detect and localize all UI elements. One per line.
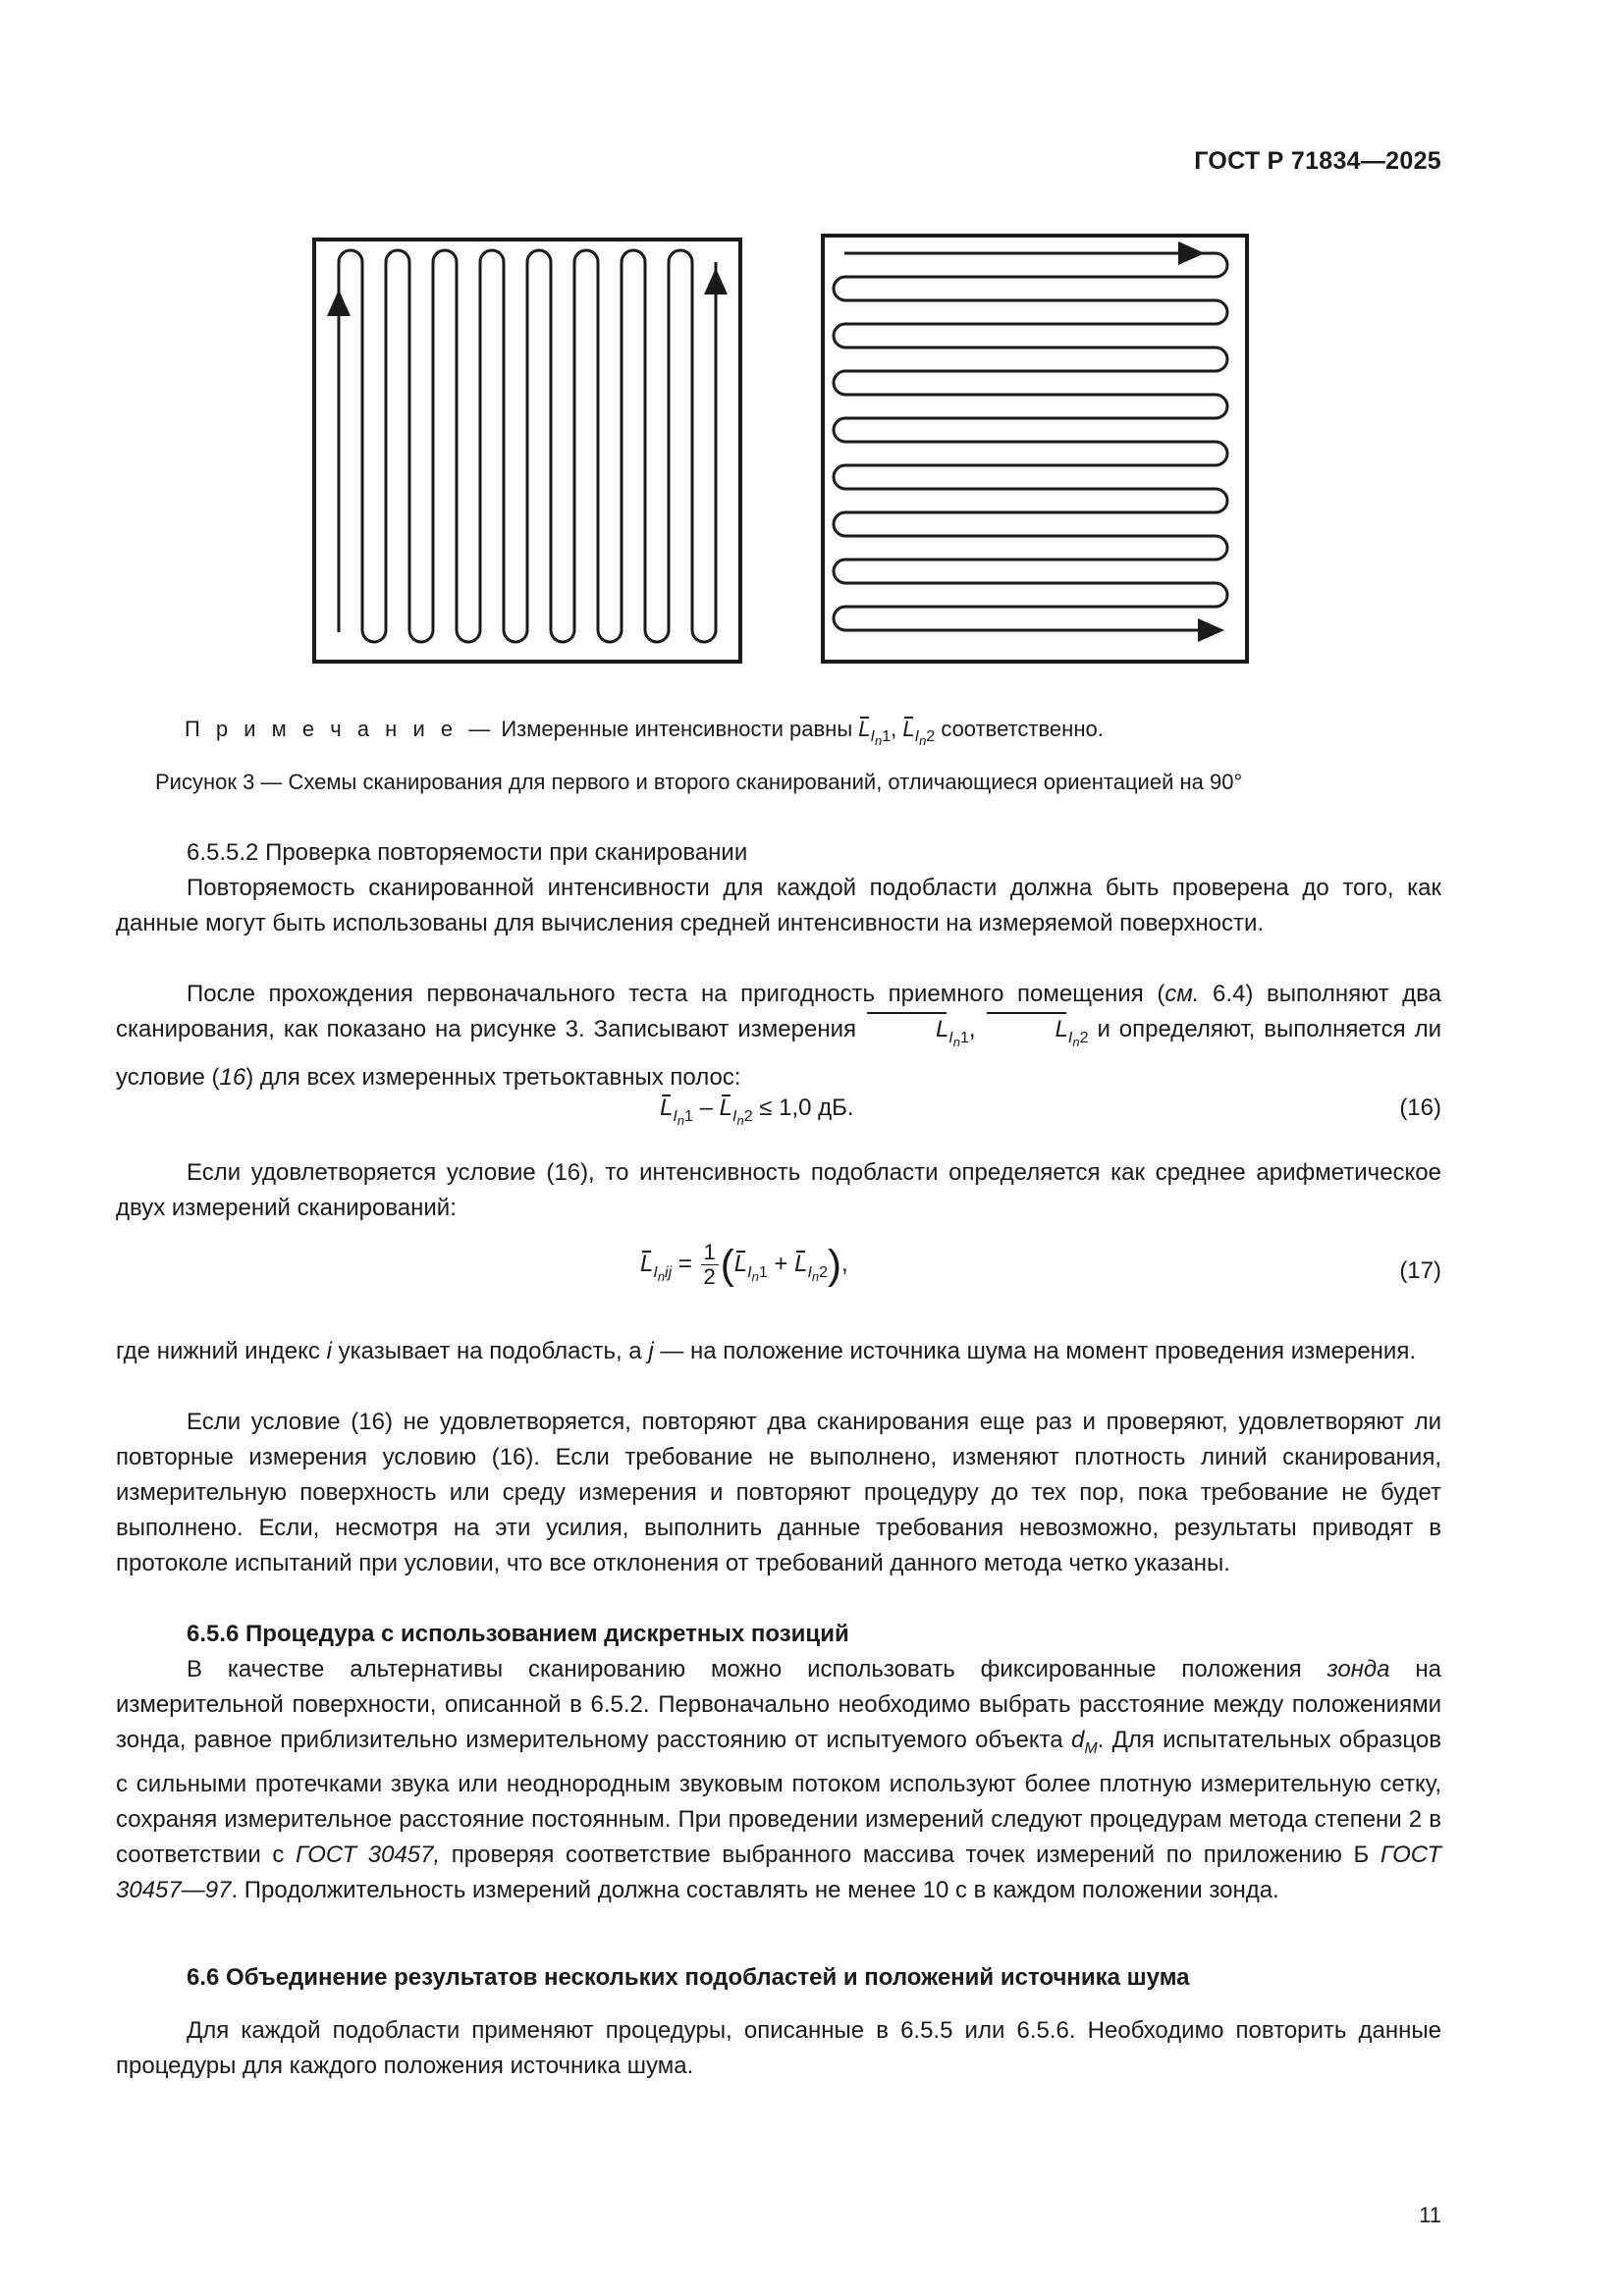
scan-pattern-horizontal xyxy=(823,236,1247,662)
note-label: П р и м е ч а н и е — xyxy=(185,717,496,741)
equation-16: $L_{I_n1} - L_{I_n2} \le 1,0$ дБ. xyxy=(660,1095,854,1128)
note-tail: соответственно. xyxy=(941,717,1104,741)
paragraph-6552-3: Если удовлетворяется условие (16), то интенсивность подобласти определяется как среднее арифметическое двух измерений сканирований: xyxy=(116,1159,1441,1221)
figure-caption: Рисунок 3 — Схемы сканирования для первого и второго сканирований, отличающиеся ориентацией на 90° xyxy=(155,770,1243,794)
equation-16-number: (16) xyxy=(1399,1095,1441,1121)
paragraph-656: В качестве альтернативы сканированию можно использовать фиксированные положения зонда на измерительной поверхности, описанной в 6.5.2. Первоначально необходимо выбрать расстояние между положениями зонда, равное приблизительно измерительному расстоянию от испытуемого объекта $d_M$. Для испытательных образцов с сильными протечками звука или неоднородным звуковым потоком используют более плотную измерительную сетку, сохраняя измерительное расстояние постоянным. При проведении измерений следуют процедурам метода степени 2 в соответствии с ГОСТ 30457, проверяя соответствие выбранного массива точек измерений по приложению Б ГОСТ 30457—97. Продолжительность измерений должна составлять не менее 10 с в каждом положении зонда. xyxy=(116,1656,1441,1903)
scan-pattern-vertical xyxy=(314,240,740,662)
paragraph-6552-2: После прохождения первоначального теста на пригодность приемного помещения (см. 6.4) выполняют два сканирования, как показано на рисунке 3. Записывают измерения $L_{I_n1}$, $L_{I_n2}$ и определяют, выполняется ли условие (16) для всех измеренных третьоктавных полос: xyxy=(116,981,1442,1091)
section-title-66: 6.6 Объединение результатов нескольких подобластей и положений источника шума xyxy=(187,1964,1190,1991)
section-title-656: 6.5.6 Процедура с использованием дискретных позиций xyxy=(187,1621,849,1647)
note-symbol-l1: $L_{I_n1}$ xyxy=(858,717,892,749)
figure-note: П р и м е ч а н и е — Измеренные интенсивности равны $L_{I_n1}$, $L_{I_n2}$ соответственно. xyxy=(185,717,1104,749)
note-symbol-l2: $L_{I_n2}$ xyxy=(902,717,936,749)
page-number: 11 xyxy=(1419,2203,1441,2227)
figure-scan-patterns xyxy=(310,232,1253,668)
note-text: Измеренные интенсивности равны xyxy=(501,717,853,741)
document-header: ГОСТ Р 71834—2025 xyxy=(1194,147,1441,175)
paragraph-66: Для каждой подобласти применяют процедуры, описанные в 6.5.5 или 6.5.6. Необходимо повторить данные процедуры для каждого положения источника шума. xyxy=(116,2017,1441,2079)
equation-17: $L_{I_nij}$ = $\frac{1}{2}$ $(L_{I_n1} + L_{I_n2})$, xyxy=(640,1240,848,1289)
section-title-6552: 6.5.5.2 Проверка повторяемости при сканировании xyxy=(187,839,748,866)
equation-17-number: (17) xyxy=(1399,1257,1441,1284)
paragraph-6552-5: Если условие (16) не удовлетворяется, повторяют два сканирования еще раз и проверяют, удовлетворяют ли повторные измерения условию (16). Если требование не выполнено, изменяют плотность линий сканирования, измерительную поверхность или среду измерения и повторяют процедуру до тех пор, пока требование не будет выполнено. Если, несмотря на эти усилия, выполнить данные требования невозможно, результаты приводят в протоколе испытаний при условии, что все отклонения от требований данного метода четко указаны. xyxy=(116,1409,1441,1576)
paragraph-6552-4: где нижний индекс i указывает на подобласть, а j — на положение источника шума на момент проведения измерения. xyxy=(116,1338,1416,1364)
paragraph-6552-1: Повторяемость сканированной интенсивности для каждой подобласти должна быть проверена до того, как данные могут быть использованы для вычисления средней интенсивности на измеряемой поверхности. xyxy=(116,875,1441,936)
